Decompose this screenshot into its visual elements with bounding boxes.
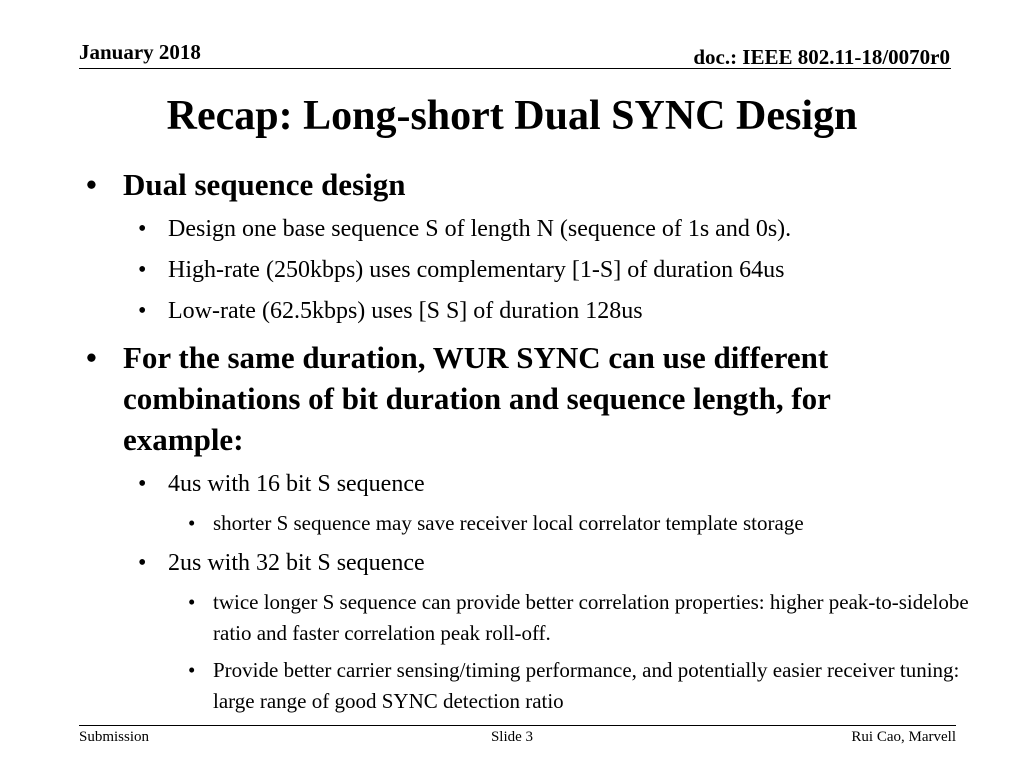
bullet-icon: • [188, 658, 196, 682]
bullet-icon: • [188, 590, 196, 614]
footer-author: Rui Cao, Marvell [851, 729, 956, 745]
bullet-text: Dual sequence design [123, 167, 406, 202]
bullet-text: High-rate (250kbps) uses complementary [1-S] of duration 64us [168, 257, 785, 283]
header-date: January 2018 [79, 40, 201, 64]
bullet-icon: • [138, 216, 147, 242]
slide-title: Recap: Long-short Dual SYNC Design [166, 93, 858, 139]
bullet-icon: • [138, 550, 147, 576]
bullet-text: twice longer S sequence can provide better correlation properties: higher peak-to-sidelobe ratio and faster correlation peak roll-off. [213, 590, 969, 645]
header-doc-id: doc.: IEEE 802.11-18/0070r0 [693, 45, 950, 69]
bullet-icon: • [138, 471, 147, 497]
footer-submission: Submission [79, 729, 150, 745]
bullet-text: Low-rate (62.5kbps) uses [S S] of duration 128us [168, 298, 643, 324]
bullet-text: 4us with 16 bit S sequence [168, 471, 425, 497]
bullet-text: For the same duration, WUR SYNC can use different combinations of bit duration and sequence length, for example: [123, 340, 831, 457]
bullet-icon: • [138, 298, 147, 324]
bullet-icon: • [86, 167, 97, 202]
bullet-text: shorter S sequence may save receiver local correlator template storage [213, 511, 804, 535]
bullet-text: Provide better carrier sensing/timing performance, and potentially easier receiver tuning: large range of good SYNC detection ratio [213, 658, 960, 713]
bullet-icon: • [138, 257, 147, 283]
bullet-text: Design one base sequence S of length N (sequence of 1s and 0s). [168, 216, 792, 242]
bullet-icon: • [86, 340, 97, 375]
footer-divider [79, 725, 956, 726]
bullet-text: 2us with 32 bit S sequence [168, 550, 425, 576]
bullet-icon: • [188, 511, 196, 535]
footer-slide-number: Slide 3 [490, 729, 534, 745]
